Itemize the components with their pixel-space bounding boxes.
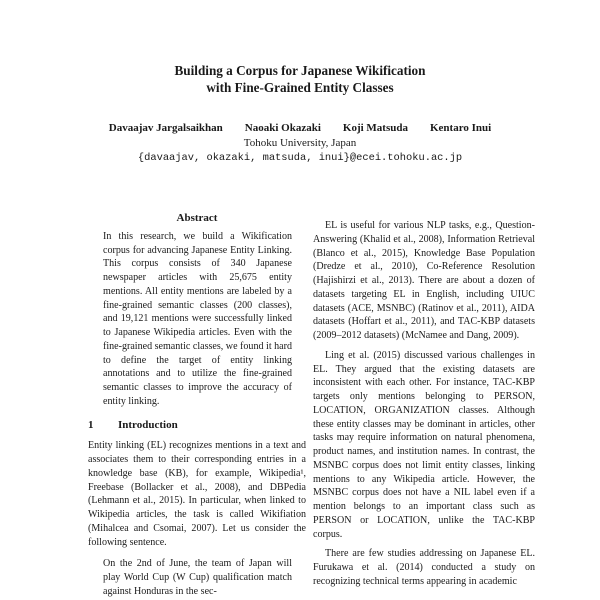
author-2: Naoaki Okazaki [244, 122, 321, 134]
intro-paragraph-1: Entity linking (EL) recognizes mentions in a text and associates them to their corresponding entries in a knowledge base (KB), for example, Wikipedia¹, Freebase (Bollacker et al., 2008), and DBPedia (Lehmann et al., 2015). In particular, when linked to Wikipedia articles, the task is called Wikifiation (Mihalcea and Csomai, 2007). Let us consider the following sentence. [88, 440, 306, 548]
paper-title [0, 62, 600, 96]
title-line-1: Building a Corpus for Japanese Wikification [174, 63, 426, 78]
author-3: Koji Matsuda [342, 122, 408, 134]
section-number: 1 [88, 418, 94, 431]
author-block [0, 121, 600, 166]
left-column [88, 212, 306, 599]
author-names [0, 121, 600, 136]
right-paragraph-3: There are few studies addressing on Japanese EL. Furukawa et al. (2014) conducted a study on recognizing technical terms appearing in academic [313, 548, 535, 587]
section-heading [88, 419, 306, 433]
right-paragraph-1: EL is useful for various NLP tasks, e.g., Question-Answering (Khalid et al., 2008), Information Retrieval (Blanco et al., 2015), Knowledge Base Population (Dredze et al., 2010), Co-Reference Resolution (Hajishirzi et al., 2013). There are about a dozen of datasets targeting EL in English, including UIUC datasets (ACE, MSNBC) (Ratinov et al., 2011), AIDA datasets (Hoffart et al., 2011), and TAC-KBP datasets (2009–2012 datasets) (McNamee and Dang, 2009). [313, 220, 535, 341]
abstract-text: In this research, we build a Wikification corpus for advancing Japanese Entity Linking. This corpus consists of 340 Japanese newspaper articles with 25,675 entity mentions. All entity mentions are labeled by a fine-grained semantic classes (200 classes), and 19,121 mentions were successfully linked to Japanese Wikipedia articles. Even with the fine-grained semantic classes, we found it hard to define the target of entity linking annotations and to utilize the fine-grained semantic classes to improve the accuracy of entity linking. [103, 230, 292, 407]
affiliation: Tohoku University, Japan [243, 137, 357, 149]
author-4: Kentaro Inui [429, 122, 492, 134]
author-1: Davaajav Jargalsaikhan [108, 122, 223, 134]
section-title: Introduction [118, 418, 178, 431]
right-paragraph-2: Ling et al. (2015) discussed various challenges in EL. They argued that the existing datasets are inconsistent with each other. For instance, TAC-KBP targets only mentions belonging to PERSON, LOCATION, ORGANIZATION classes. Although these entity classes may be dominant in articles, other tasks may require information on natural phenomena, product names, and institution names. In contrast, the MSNBC corpus does not limit entity classes, linking mentions to any Wikipedia article. However, the MSNBC corpus does not have a NIL label even if a mention belongs to an important class such as PERSON or LOCATION, unlike the TAC-KBP corpus. [313, 349, 535, 540]
intro-quote: On the 2nd of June, the team of Japan will play World Cup (W Cup) qualification match against Honduras in the sec- [103, 558, 292, 597]
email: {davaajav, okazaki, matsuda, inui}@ecei.tohoku.ac.jp [137, 152, 463, 164]
abstract-heading: Abstract [176, 212, 218, 224]
right-column [313, 219, 535, 595]
title-line-2: with Fine-Grained Entity Classes [206, 80, 394, 95]
